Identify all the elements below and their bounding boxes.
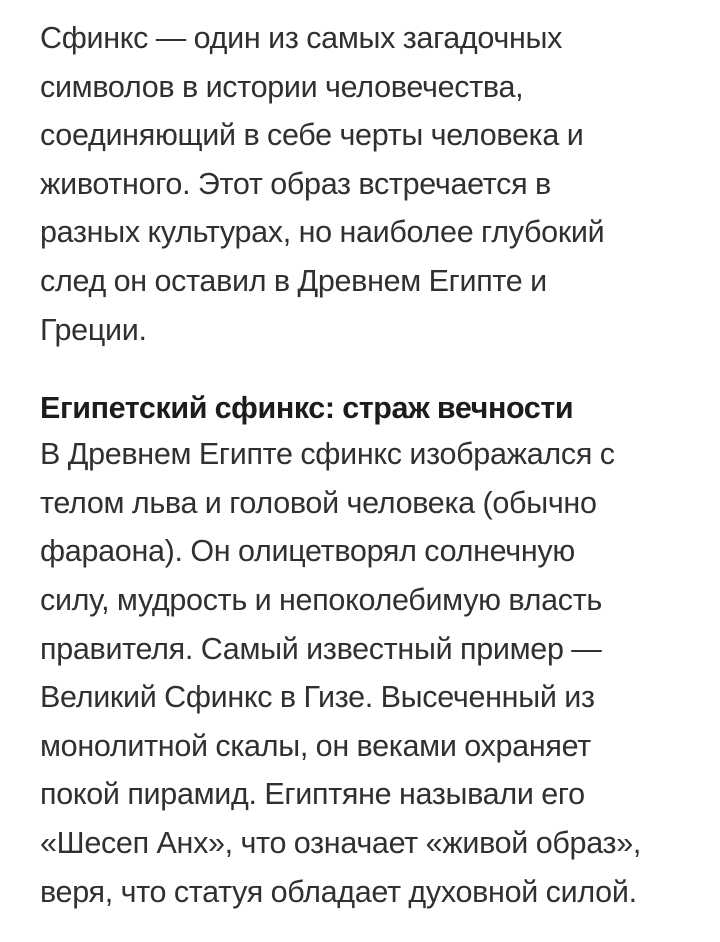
text-line: монолитной скалы, он веками охраняет bbox=[40, 728, 591, 763]
text-line: след он оставил в Древнем Египте и bbox=[40, 263, 547, 298]
article-content bbox=[40, 14, 710, 916]
text-line: «Шесеп Анх», что означает «живой образ», bbox=[40, 825, 642, 860]
text-line: разных культурах, но наиболее глубокий bbox=[40, 215, 605, 250]
text-line: животного. Этот образ встречается в bbox=[40, 166, 551, 201]
text-line: правителя. Самый известный пример — bbox=[40, 631, 602, 666]
body-paragraph bbox=[40, 430, 710, 916]
section-heading: Египетский сфинкс: страж вечности bbox=[40, 391, 574, 426]
text-line: покой пирамид. Египтяне называли его bbox=[40, 777, 585, 812]
text-line: символов в истории человечества, bbox=[40, 69, 524, 104]
text-line: телом льва и головой человека (обычно bbox=[40, 485, 597, 520]
text-line: В Древнем Египте сфинкс изображался с bbox=[40, 437, 615, 472]
text-line: Сфинкс — один из самых загадочных bbox=[40, 21, 563, 55]
text-line: веря, что статуя обладает духовной силой. bbox=[40, 874, 637, 909]
text-line: Греции. bbox=[40, 312, 147, 347]
text-line: Великий Сфинкс в Гизе. Высеченный из bbox=[40, 680, 595, 715]
text-line: фараона). Он олицетворял солнечную bbox=[40, 534, 575, 569]
text-line: соединяющий в себе черты человека и bbox=[40, 118, 584, 153]
intro-paragraph bbox=[40, 14, 710, 354]
text-line: силу, мудрость и непоколебимую власть bbox=[40, 582, 602, 617]
